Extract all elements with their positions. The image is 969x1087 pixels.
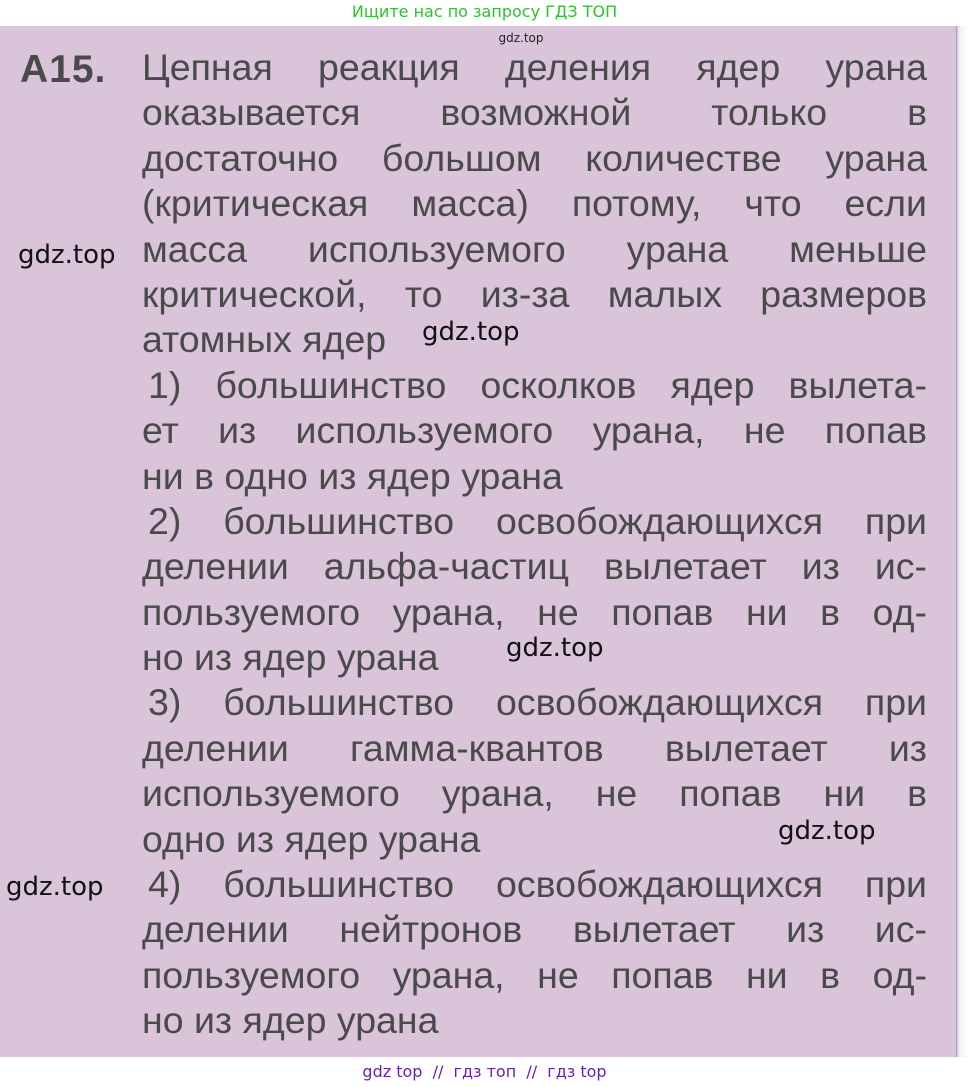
option-1-line: ет из используемого урана, не попав <box>142 409 927 452</box>
watermark: gdz.top <box>422 317 520 347</box>
stem-line: атомных ядер <box>142 318 387 361</box>
bottom-banner: gdz top // гдз топ // гдз top <box>362 1062 607 1081</box>
option-4-line: 4) большинство освобождающихся при <box>148 863 927 906</box>
option-4-line: делении нейтронов вылетает из ис- <box>142 908 927 951</box>
watermark: gdz.top <box>778 816 876 846</box>
page-edge <box>956 26 969 1057</box>
option-2-line: пользуемого урана, не попав ни в од- <box>142 590 927 633</box>
option-2-line: делении альфа-частиц вылетает из ис- <box>142 545 927 588</box>
stem-line: критической, то из-за малых размеров <box>142 272 927 315</box>
option-1-line: 1) большинство осколков ядер вылета- <box>148 363 927 406</box>
question-text <box>142 45 927 1044</box>
watermark: gdz.top <box>6 872 104 902</box>
stem-line: (критическая масса) потому, что если <box>142 182 927 225</box>
option-1-line: ни в одно из ядер урана <box>142 454 563 497</box>
question-number: A15. <box>20 48 107 91</box>
option-4-line: пользуемого урана, не попав ни в од- <box>142 953 927 996</box>
option-3-line: используемого урана, не попав ни в <box>142 772 927 815</box>
option-4-line: но из ядер урана <box>142 999 439 1042</box>
option-2-line: но из ядер урана <box>142 636 439 679</box>
option-3-line: одно из ядер урана <box>142 817 481 860</box>
watermark: gdz.top <box>18 240 116 270</box>
stem-line: оказывается возможной только в <box>142 91 927 134</box>
stem-line: достаточно большом количестве урана <box>142 136 927 179</box>
watermark-small: gdz.top <box>498 31 544 45</box>
stem-line: Цепная реакция деления ядер урана <box>142 46 927 88</box>
option-3-line: 3) большинство освобождающихся при <box>148 681 927 724</box>
watermark: gdz.top <box>506 633 604 663</box>
stem-line: масса используемого урана меньше <box>142 227 927 270</box>
option-2-line: 2) большинство освобождающихся при <box>148 499 927 542</box>
option-3-line: делении гамма-квантов вылетает из <box>142 726 927 769</box>
top-banner: Ищите нас по запросу ГДЗ ТОП <box>351 2 618 21</box>
